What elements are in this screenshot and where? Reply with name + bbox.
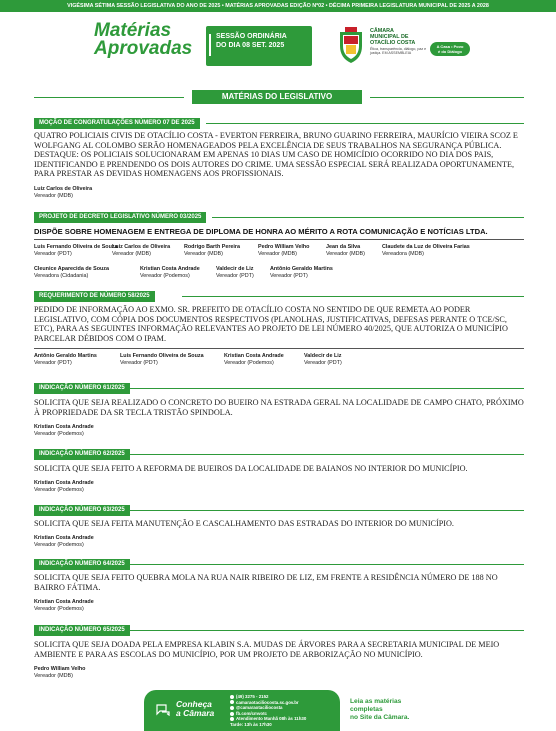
signature xyxy=(184,244,240,258)
section-header xyxy=(0,90,556,104)
signer-role: Vereador (Podemos) xyxy=(140,273,190,279)
signer-role: Vereador (PDT) xyxy=(270,273,308,279)
item-text: QUATRO POLICIAIS CIVIS DE OTACÍLIO COSTA - EVERTON FERREIRA, BRUNO GUARINO FERREIRA, MAURÍCIO VIEIRA SCOZ E WOLFGANG AL COLOMBO SERÃO HOMENAGEADOS PELA EXCELÊNCIA DE SEUS TRABALHOS NA SEGURANÇA PÚBLICA. DESTAQUE: OS POLICIAIS SOLUCIONARAM EM APENAS 10 DIAS UM CASO DE HOMICÍDIO OCORRIDO NO DIA DOS PAIS, IDENTIFICANDO E PRENDENDO OS DOIS AUTORES DO CRIME. UMA SESSÃO ESPECIAL SERÁ REALIZADA OPORTUNAMENTE, PARA PRESTAR AS DEVIDAS HOMENAGENS AOS PROFISSIONAIS. xyxy=(34,131,518,179)
signer-name: Luis Fernando Oliveira de Souza xyxy=(34,244,118,250)
signer-name: Kristian Costa Andrade xyxy=(34,480,94,486)
item-text: SOLICITA QUE SEJA REALIZADO O CONCRETO DO BUEIRO NA ESTRADA GERAL NA LOCALIDADE DE CAMPO CHATO, PRÓXIMO À PROPRIEDADE DA SR TECLA TRISTÃO SPINDOLA. xyxy=(34,398,524,417)
signer-name: Pedro William Velho xyxy=(258,244,310,250)
signer-name: Antônio Geraldo Martins xyxy=(34,353,97,359)
read-more-line-3: no Site da Câmara. xyxy=(350,713,410,721)
footer-title xyxy=(176,700,214,718)
logo2-line-1: A Casa • Povo xyxy=(436,44,464,49)
divider xyxy=(34,97,184,98)
title-line-2: Aprovadas xyxy=(94,38,193,59)
footer-title-line-2: a Câmara xyxy=(176,708,215,718)
item-label: REQUERIMENTO DE NÚMERO 58/2025 xyxy=(34,291,155,302)
divider xyxy=(206,123,524,124)
item-text: SOLICITA QUE SEJA FEITO QUEBRA MOLA NA RUA NAIR RIBEIRO DE LIZ, EM FRENTE A RESIDÊNCIA NÚMERO DE 188 NO BAIRRO FÁTIMA. xyxy=(34,573,498,592)
divider xyxy=(34,348,524,349)
signature xyxy=(34,666,85,680)
facebook-icon xyxy=(230,712,234,716)
signer-name: Kristian Costa Andrade xyxy=(140,266,200,272)
item-text: DISPÕE SOBRE HOMENAGEM E ENTREGA DE DIPLOMA DE HONRA AO MÉRITO A ROTA COMUNICAÇÃO E NOTÍCIAS LTDA. xyxy=(34,227,488,236)
signature xyxy=(224,353,284,367)
chamber-slogan: Ética, transparência, diálogo, paz e justiça. EM ASSEMBLEIA xyxy=(370,47,427,56)
signer-name: Luiz Carlos de Oliveira xyxy=(34,186,93,192)
signature xyxy=(304,353,342,367)
chamber-name xyxy=(370,28,428,56)
phone-icon xyxy=(230,695,234,699)
signer-role: Vereador (MDB) xyxy=(258,251,297,257)
signature xyxy=(216,266,254,280)
footer-contact-panel xyxy=(144,690,340,731)
signer-name: Pedro William Velho xyxy=(34,666,86,672)
session-badge xyxy=(206,26,312,66)
signature xyxy=(34,535,94,549)
signer-role: Vereador (Podemos) xyxy=(34,487,84,493)
hours-item-2 xyxy=(230,722,306,728)
divider xyxy=(130,510,524,511)
title-line-1: Matérias xyxy=(94,20,172,41)
signer-role: Vereador (Podemos) xyxy=(34,431,84,437)
divider xyxy=(182,296,524,297)
casa-do-povo-logo xyxy=(430,42,470,56)
item-text: SOLICITA QUE SEJA DOADA PELA EMPRESA KLABIN S.A. MUDAS DE ÁRVORES PARA A SECRETARIA MUNICIPAL DE MEIO AMBIENTE E PARA AS ESCOLAS DO MUNICÍPIO, POR UM PROJETO DE ARBORIZAÇÃO NO MUNICÍPIO. xyxy=(34,640,500,659)
signer-name: Claudete da Luz de Oliveira Farias xyxy=(382,244,470,250)
signer-role: Vereador (PDT) xyxy=(34,360,72,366)
divider xyxy=(212,217,524,218)
clock-icon xyxy=(230,717,234,721)
signer-name: Valdecir de Liz xyxy=(304,353,342,359)
item-label: INDICAÇÃO NÚMERO 64/2025 xyxy=(34,559,130,570)
signer-role: Vereador (PDT) xyxy=(216,273,254,279)
item-label: INDICAÇÃO NÚMERO 62/2025 xyxy=(34,449,130,460)
signer-name: Luis Fernando Oliveira de Souza xyxy=(120,353,204,359)
item-label: INDICAÇÃO NÚMERO 63/2025 xyxy=(34,505,130,516)
signature xyxy=(382,244,470,258)
logo2-line-2: é do Diálogo xyxy=(438,49,462,54)
session-line-2: DO DIA 08 SET. 2025 xyxy=(216,42,285,49)
item-text: PEDIDO DE INFORMAÇÃO AO EXMO. SR. PREFEITO DE OTACÍLIO COSTA NO SENTIDO DE QUE REMETA AO PODER LEGISLATIVO, COM CÓPIA DOS DOCUMENTOS RESPECTIVOS (PLANOLHAS, JUSTIFICATIVAS, DEFESAS PERANTE O TCE/SC, ETC), PARA AS SEGUINTES INFORMAÇÃO RELEVANTES AO PROJETO DE LEI NÚMERO 40/2025, QUE AUTORIZA O MUNICÍPIO PARCELAR DÉBIDOS COM O IPAM. xyxy=(34,305,508,343)
signature xyxy=(34,480,94,494)
divider xyxy=(130,388,524,389)
signature xyxy=(34,599,94,613)
facebook-link[interactable]: fb.com/cmvotc xyxy=(236,710,267,716)
signer-role: Vereador (Podemos) xyxy=(34,542,84,548)
session-line-1: SESSÃO ORDINÁRIA xyxy=(216,33,287,40)
item-text: SOLICITA QUE SEJA FEITO A REFORMA DE BUEIROS DA LOCALIDADE DE BAIANOS NO INTERIOR DO MUNICÍPIO. xyxy=(34,464,468,473)
divider xyxy=(34,239,524,240)
signer-role: Vereador (Podemos) xyxy=(224,360,274,366)
read-more-note xyxy=(350,698,440,721)
signature xyxy=(112,244,170,258)
signer-role: Vereador (MDB) xyxy=(34,193,73,199)
hours-text: Atendimento Manhã 08h às 11h30 xyxy=(236,716,307,722)
signer-name: Luiz Carlos de Oliveira xyxy=(112,244,171,250)
item-label: MOÇÃO DE CONGRATULAÇÕES NÚMERO 07 DE 2025 xyxy=(34,118,200,129)
instagram-link[interactable]: @camaraotaciliocosta xyxy=(236,705,283,711)
publication-title xyxy=(94,22,204,58)
signature xyxy=(34,186,92,200)
instagram-icon xyxy=(230,706,234,710)
signature xyxy=(120,353,204,367)
signature xyxy=(326,244,365,258)
signer-role: Vereador (MDB) xyxy=(34,673,73,679)
signer-name: Kristian Costa Andrade xyxy=(34,535,94,541)
item-label: PROJETO DE DECRETO LEGISLATIVO NÚMERO 03/2025 xyxy=(34,212,206,223)
website-link[interactable]: camaraotaciliocosta.sc.gov.br xyxy=(236,699,299,705)
read-more-line-2: completas xyxy=(350,705,383,713)
phone-text: (49) 3275 - 2152 xyxy=(236,694,269,699)
item-label: INDICAÇÃO NÚMERO 65/2025 xyxy=(34,625,130,636)
signer-name: Kristian Costa Andrade xyxy=(224,353,284,359)
chamber-line-2: MUNICIPAL DE xyxy=(370,34,409,40)
signer-name: Rodrigo Barth Pereira xyxy=(184,244,241,250)
divider xyxy=(130,564,524,565)
signature xyxy=(34,424,94,438)
signer-name: Cleunice Aparecida de Souza xyxy=(34,266,109,272)
municipal-crest-logo xyxy=(336,26,366,64)
signer-role: Vereadora (MDB) xyxy=(382,251,424,257)
signature xyxy=(34,244,118,258)
signature xyxy=(140,266,200,280)
signer-role: Vereador (MDB) xyxy=(326,251,365,257)
signer-role: Vereador (PDT) xyxy=(34,251,72,257)
signer-name: Antônio Geraldo Martins xyxy=(270,266,333,272)
section-title: MATÉRIAS DO LEGISLATIVO xyxy=(192,90,362,104)
globe-icon xyxy=(230,700,234,704)
item-label: INDICAÇÃO NÚMERO 61/2025 xyxy=(34,383,130,394)
signer-name: Kristian Costa Andrade xyxy=(34,424,94,430)
chamber-line-1: CÂMARA xyxy=(370,28,394,34)
footer-title-line-1: Conheça xyxy=(176,699,212,709)
header xyxy=(0,12,556,76)
chamber-line-3: OTACÍLIO COSTA xyxy=(370,40,416,46)
signer-name: Jean da Silva xyxy=(326,244,361,250)
signer-role: Vereador (MDB) xyxy=(112,251,151,257)
signature xyxy=(270,266,333,280)
divider xyxy=(130,454,524,455)
signer-name: Valdecir de Liz xyxy=(216,266,254,272)
signer-role: Vereadora (Cidadania) xyxy=(34,273,89,279)
divider xyxy=(370,97,524,98)
signature xyxy=(34,266,109,280)
top-banner: VIGÉSIMA SÉTIMA SESSÃO LEGISLATIVA DO ANO DE 2025 • MATÉRIAS APROVADAS EDIÇÃO Nº02 • DÉCIMA PRIMEIRA LEGISLATURA MUNICIPAL DE 2025 A 2028 xyxy=(0,0,556,12)
contact-list xyxy=(230,694,306,728)
read-more-line-1: Leia as matérias xyxy=(350,698,402,705)
signer-role: Vereador (MDB) xyxy=(184,251,223,257)
signer-role: Vereador (Podemos) xyxy=(34,606,84,612)
signer-name: Kristian Costa Andrade xyxy=(34,599,94,605)
signer-role: Vereador (PDT) xyxy=(120,360,158,366)
signer-role: Vereador (PDT) xyxy=(304,360,342,366)
item-text: SOLICITA QUE SEJA FEITA MANUTENÇÃO E CASCALHAMENTO DAS ESTRADAS DO INTERIOR DO MUNICÍPIO. xyxy=(34,519,454,528)
hours-text-2: Tarde: 13h às 17h30 xyxy=(230,721,272,727)
divider xyxy=(130,630,524,631)
signature xyxy=(34,353,97,367)
signature xyxy=(258,244,309,258)
chat-bubble-icon xyxy=(156,704,170,716)
